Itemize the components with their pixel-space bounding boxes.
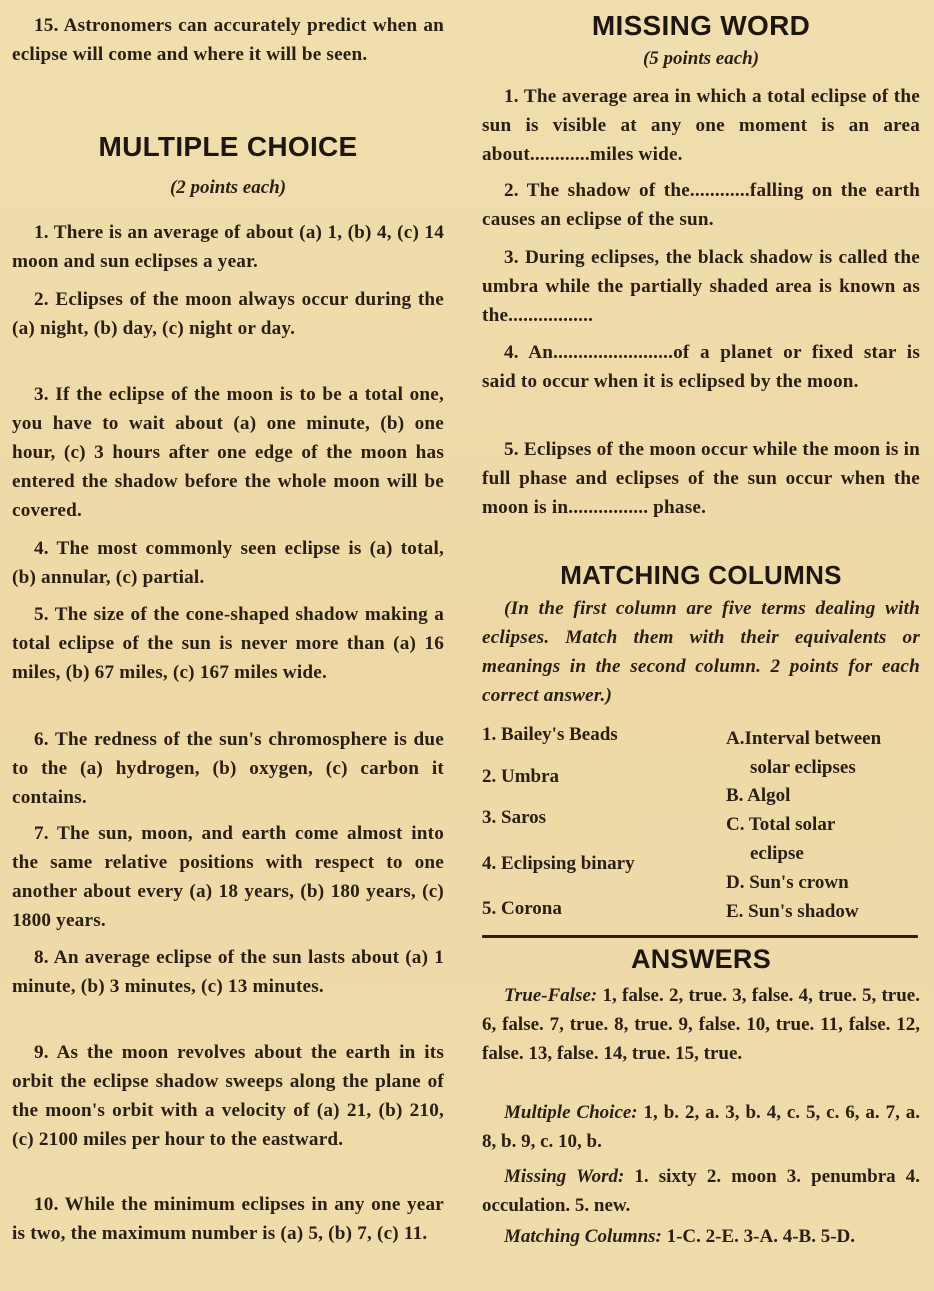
mc-question-9: 9. As the moon revolves about the earth in its orbit the eclipse shadow sweeps along the plane of the moon's orbit with a velocity of (a) 21, (b) 210, (c) 2100 miles per hour to the eastward. [12, 1042, 444, 1150]
mw-question-5: 5. Eclipses of the moon occur while the moon is in full phase and eclipses of the sun occur when the moon is in................ phase. [482, 439, 920, 518]
missing-word-heading: MISSING WORD [591, 10, 811, 41]
true-false-question-15: 15. Astronomers can accurately predict when an eclipse will come and where it will be seen. [12, 15, 444, 65]
mw-question-2: 2. The shadow of the............falling on the earth causes an eclipse of the sun. [482, 180, 920, 230]
meaning-c-line-1: C. Total solar [726, 814, 836, 835]
answers-multiple-choice-text: 1, b. 2, a. 3, b. 4, c. 5, c. 6, a. 7, a. 8, b. 9, c. 10, b. [482, 1102, 920, 1152]
mc-question-8: 8. An average eclipse of the sun lasts about (a) 1 minute, (b) 3 minutes, (c) 13 minutes. [12, 947, 444, 997]
term-1: 1. Bailey's Beads [482, 724, 618, 745]
answers-heading: ANSWERS [630, 944, 772, 974]
missing-word-points: (5 points each) [642, 48, 760, 69]
answers-multiple-choice [482, 1098, 920, 1156]
mc-question-5: 5. The size of the cone-shaped shadow making a total eclipse of the sun is never more than (a) 16 miles, (b) 67 miles, (c) 167 miles wide. [12, 604, 444, 683]
term-5: 5. Corona [482, 898, 562, 919]
answers-missing-word [482, 1162, 920, 1220]
answers-true-false-text: 1, false. 2, true. 3, false. 4, true. 5, true. 6, false. 7, true. 8, true. 9, false. 10, true. 11, false. 12, false. 13, false. 14, true. 15, true. [482, 985, 920, 1064]
meaning-c-line-2: eclipse [750, 843, 804, 864]
answers-matching-columns-label: Matching Columns: [504, 1226, 662, 1247]
mc-question-2: 2. Eclipses of the moon always occur during the (a) night, (b) day, (c) night or day. [12, 289, 444, 339]
meaning-a-line-1: A.Interval between [726, 728, 882, 749]
meaning-a-line-2: solar eclipses [750, 757, 856, 778]
meaning-d: D. Sun's crown [726, 872, 849, 893]
mc-question-6: 6. The redness of the sun's chromosphere is due to the (a) hydrogen, (b) oxygen, (c) carbon it contains. [12, 729, 444, 808]
meaning-b: B. Algol [726, 785, 791, 806]
answers-matching-columns-text: 1-C. 2-E. 3-A. 4-B. 5-D. [661, 1226, 856, 1247]
answers-missing-word-text: 1. sixty 2. moon 3. penumbra 4. occulation. 5. new. [482, 1166, 920, 1216]
meaning-e: E. Sun's shadow [726, 901, 859, 922]
answers-matching-columns [482, 1222, 920, 1251]
section-divider [482, 935, 918, 938]
mw-question-3: 3. During eclipses, the black shadow is called the umbra while the partially shaded area is known as the................. [482, 247, 920, 326]
matching-columns-instructions: (In the first column are five terms dealing with eclipses. Match them with their equivalents or meanings in the second column. 2 points for each correct answer.) [482, 598, 920, 706]
multiple-choice-points: (2 points each) [169, 177, 287, 198]
answers-true-false-label: True-False: [504, 985, 598, 1006]
answers-missing-word-label: Missing Word: [504, 1166, 625, 1187]
mc-question-4: 4. The most commonly seen eclipse is (a) total, (b) annular, (c) partial. [12, 538, 444, 588]
term-3: 3. Saros [482, 807, 547, 828]
mw-question-4: 4. An........................of a planet or fixed star is said to occur when it is eclipsed by the moon. [482, 342, 920, 392]
answers-multiple-choice-label: Multiple Choice: [504, 1102, 638, 1123]
term-4: 4. Eclipsing binary [482, 853, 635, 874]
matching-columns-heading: MATCHING COLUMNS [560, 560, 842, 590]
mc-question-3: 3. If the eclipse of the moon is to be a total one, you have to wait about (a) one minute, (b) one hour, (c) 3 hours after one edge of the moon has entered the shadow before the whole moon will be covered. [12, 384, 444, 521]
mw-question-1: 1. The average area in which a total eclipse of the sun is visible at any one moment is an area about............miles wide. [482, 86, 920, 165]
term-2: 2. Umbra [482, 766, 560, 787]
mc-question-7: 7. The sun, moon, and earth come almost into the same relative positions with respect to one another about every (a) 18 years, (b) 180 years, (c) 1800 years. [12, 823, 444, 931]
answers-true-false [482, 981, 920, 1068]
mc-question-1: 1. There is an average of about (a) 1, (b) 4, (c) 14 moon and sun eclipses a year. [12, 222, 444, 272]
multiple-choice-heading: MULTIPLE CHOICE [98, 131, 358, 162]
mc-question-10: 10. While the minimum eclipses in any one year is two, the maximum number is (a) 5, (b) 7, (c) 11. [12, 1194, 444, 1244]
